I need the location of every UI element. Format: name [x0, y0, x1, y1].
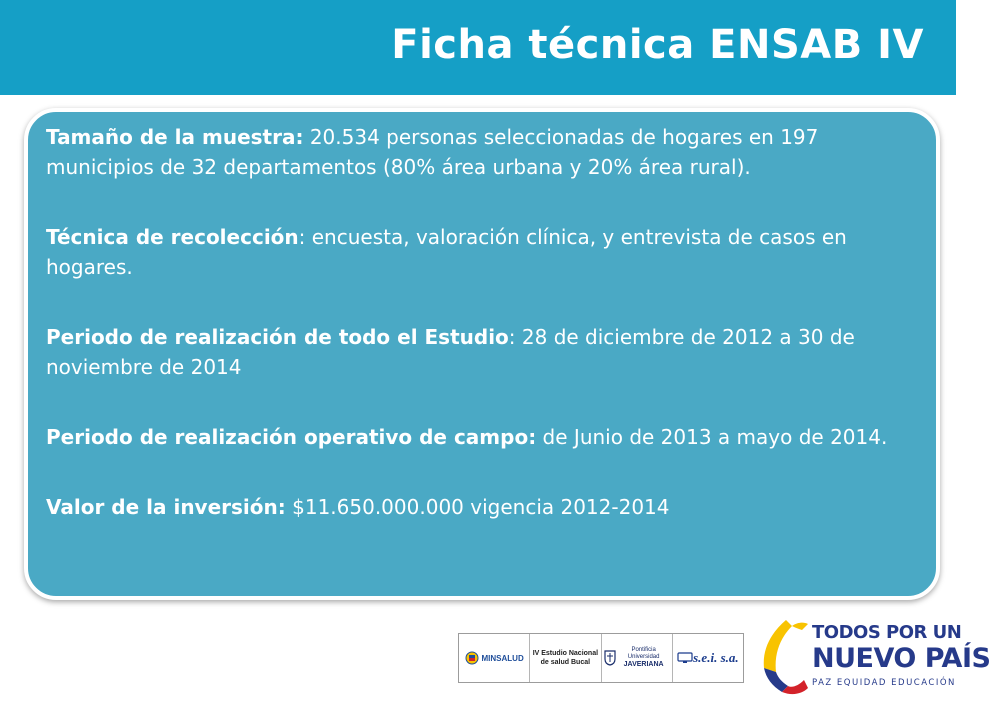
estudio-line2: de salud Bucal	[540, 659, 591, 666]
javeriana-line2: JAVERIANA	[623, 661, 664, 668]
minsalud-logo	[459, 634, 530, 682]
sei-label: s.e.i. s.a.	[693, 650, 739, 665]
javeriana-line1: Pontificia Universidad	[627, 647, 660, 660]
minsalud-label: MINSALUD	[481, 653, 524, 663]
sei-logo	[673, 634, 743, 682]
paragraph-field-period	[46, 422, 918, 452]
paragraph-label: Periodo de realización de todo el Estudio	[46, 325, 509, 349]
paragraph-label: Técnica de recolección	[46, 225, 299, 249]
paragraph-study-period	[46, 322, 918, 382]
paragraph-label: Valor de la inversión:	[46, 495, 286, 519]
paragraph-text: de Junio de 2013 a mayo de 2014.	[536, 425, 888, 449]
brand-line3: PAZ EQUIDAD EDUCACIÓN	[812, 678, 956, 688]
paragraph-text: : 28 de diciembre de 2012 a 30 de noviembre de 2014	[46, 325, 855, 379]
paragraph-investment	[46, 492, 918, 522]
title-bar	[0, 0, 956, 95]
paragraph-label: Tamaño de la muestra:	[46, 125, 304, 149]
content-text	[46, 122, 918, 562]
brand-line1: TODOS POR UN	[812, 622, 962, 643]
coat-of-arms-icon	[465, 651, 479, 665]
partner-logos-strip	[458, 633, 744, 683]
paragraph-label: Periodo de realización operativo de campo:	[46, 425, 537, 449]
page-title: Ficha técnica ENSAB IV	[391, 22, 924, 68]
monitor-icon	[677, 652, 693, 664]
content-card	[24, 108, 940, 600]
colombia-flag-swoosh-icon	[754, 616, 810, 696]
paragraph-text: 20.534 personas seleccionadas de hogares en 197 municipios de 32 departamentos (80% área urbana y 20% área rural).	[46, 125, 819, 179]
paragraph-text: : encuesta, valoración clínica, y entrevista de casos en hogares.	[46, 225, 847, 279]
paragraph-collection-technique	[46, 222, 918, 282]
estudio-line1: IV Estudio Nacional	[532, 650, 599, 657]
todos-por-un-nuevo-pais-logo	[754, 616, 990, 700]
brand-line2: NUEVO PAÍS	[812, 643, 990, 674]
paragraph-text: $11.650.000.000 vigencia 2012-2014	[285, 495, 670, 519]
paragraph-sample-size	[46, 122, 918, 182]
javeriana-logo	[602, 634, 673, 682]
javeriana-shield-icon	[604, 650, 616, 666]
estudio-logo	[530, 634, 601, 682]
